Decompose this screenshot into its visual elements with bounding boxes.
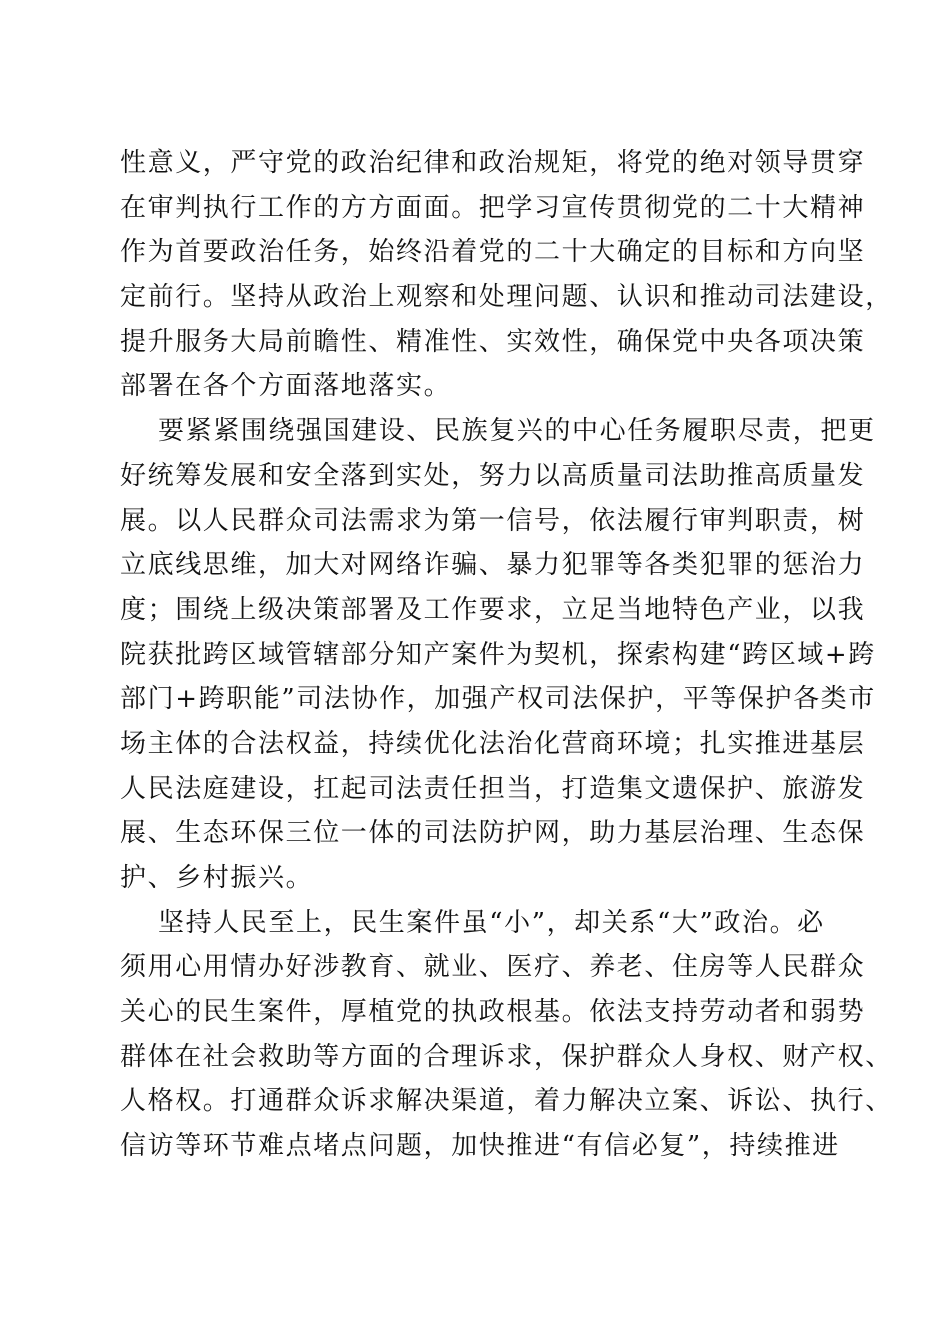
text-line: 须用心用情办好涉教育、就业、医疗、养老、住房等人民群众 — [120, 952, 866, 983]
text-line: 好统筹发展和安全落到实处，努力以高质量司法助推高质量发 — [120, 460, 866, 491]
text-line: 信访等环节难点堵点问题，加快推进“有信必复”，持续推进 — [120, 1131, 840, 1162]
text-line: 人民法庭建设，扛起司法责任担当，打造集文遗保护、旅游发 — [120, 773, 866, 804]
text-line: 要紧紧围绕强国建设、民族复兴的中心任务履职尽责，把更 — [158, 416, 876, 447]
text-line: 作为首要政治任务，始终沿着党的二十大确定的目标和方向坚 — [120, 237, 866, 268]
text-line: 护、乡村振兴。 — [120, 863, 314, 893]
text-line: 场主体的合法权益，持续优化法治化营商环境；扎实推进基层 — [120, 728, 866, 759]
text-line: 院获批跨区域管辖部分知产案件为契机，探索构建“跨区域+跨 — [120, 639, 876, 670]
text-line: 立底线思维，加大对网络诈骗、暴力犯罪等各类犯罪的惩治力 — [120, 550, 866, 581]
text-line: 群体在社会救助等方面的合理诉求，保护群众人身权、财产权、 — [120, 1041, 893, 1072]
text-line: 度；围绕上级决策部署及工作要求，立足当地特色产业，以我 — [120, 594, 866, 625]
text-line: 提升服务大局前瞻性、精准性、实效性，确保党中央各项决策 — [120, 326, 866, 357]
text-line: 部门+跨职能”司法协作，加强产权司法保护，平等保护各类市 — [120, 684, 876, 715]
text-line: 展、生态环保三位一体的司法防护网，助力基层治理、生态保 — [120, 818, 866, 849]
paragraph-1 — [120, 141, 893, 409]
text-line: 性意义，严守党的政治纪律和政治规矩，将党的绝对领导贯穿 — [120, 148, 866, 178]
document-body — [120, 141, 893, 1169]
text-line: 展。以人民群众司法需求为第一信号，依法履行审判职责，树 — [120, 505, 866, 536]
text-line: 部署在各个方面落地落实。 — [120, 371, 452, 402]
text-line: 定前行。坚持从政治上观察和处理问题、认识和推动司法建设， — [120, 282, 893, 313]
paragraph-2 — [120, 409, 876, 901]
text-line: 人格权。打通群众诉求解决渠道，着力解决立案、诉讼、执行、 — [120, 1086, 893, 1117]
text-line: 关心的民生案件，厚植党的执政根基。依法支持劳动者和弱势 — [120, 997, 866, 1028]
paragraph-3 — [120, 901, 893, 1169]
text-line: 在审判执行工作的方方面面。把学习宣传贯彻党的二十大精神 — [120, 192, 866, 223]
text-line: 坚持人民至上，民生案件虽“小”，却关系“大”政治。必 — [158, 907, 825, 938]
